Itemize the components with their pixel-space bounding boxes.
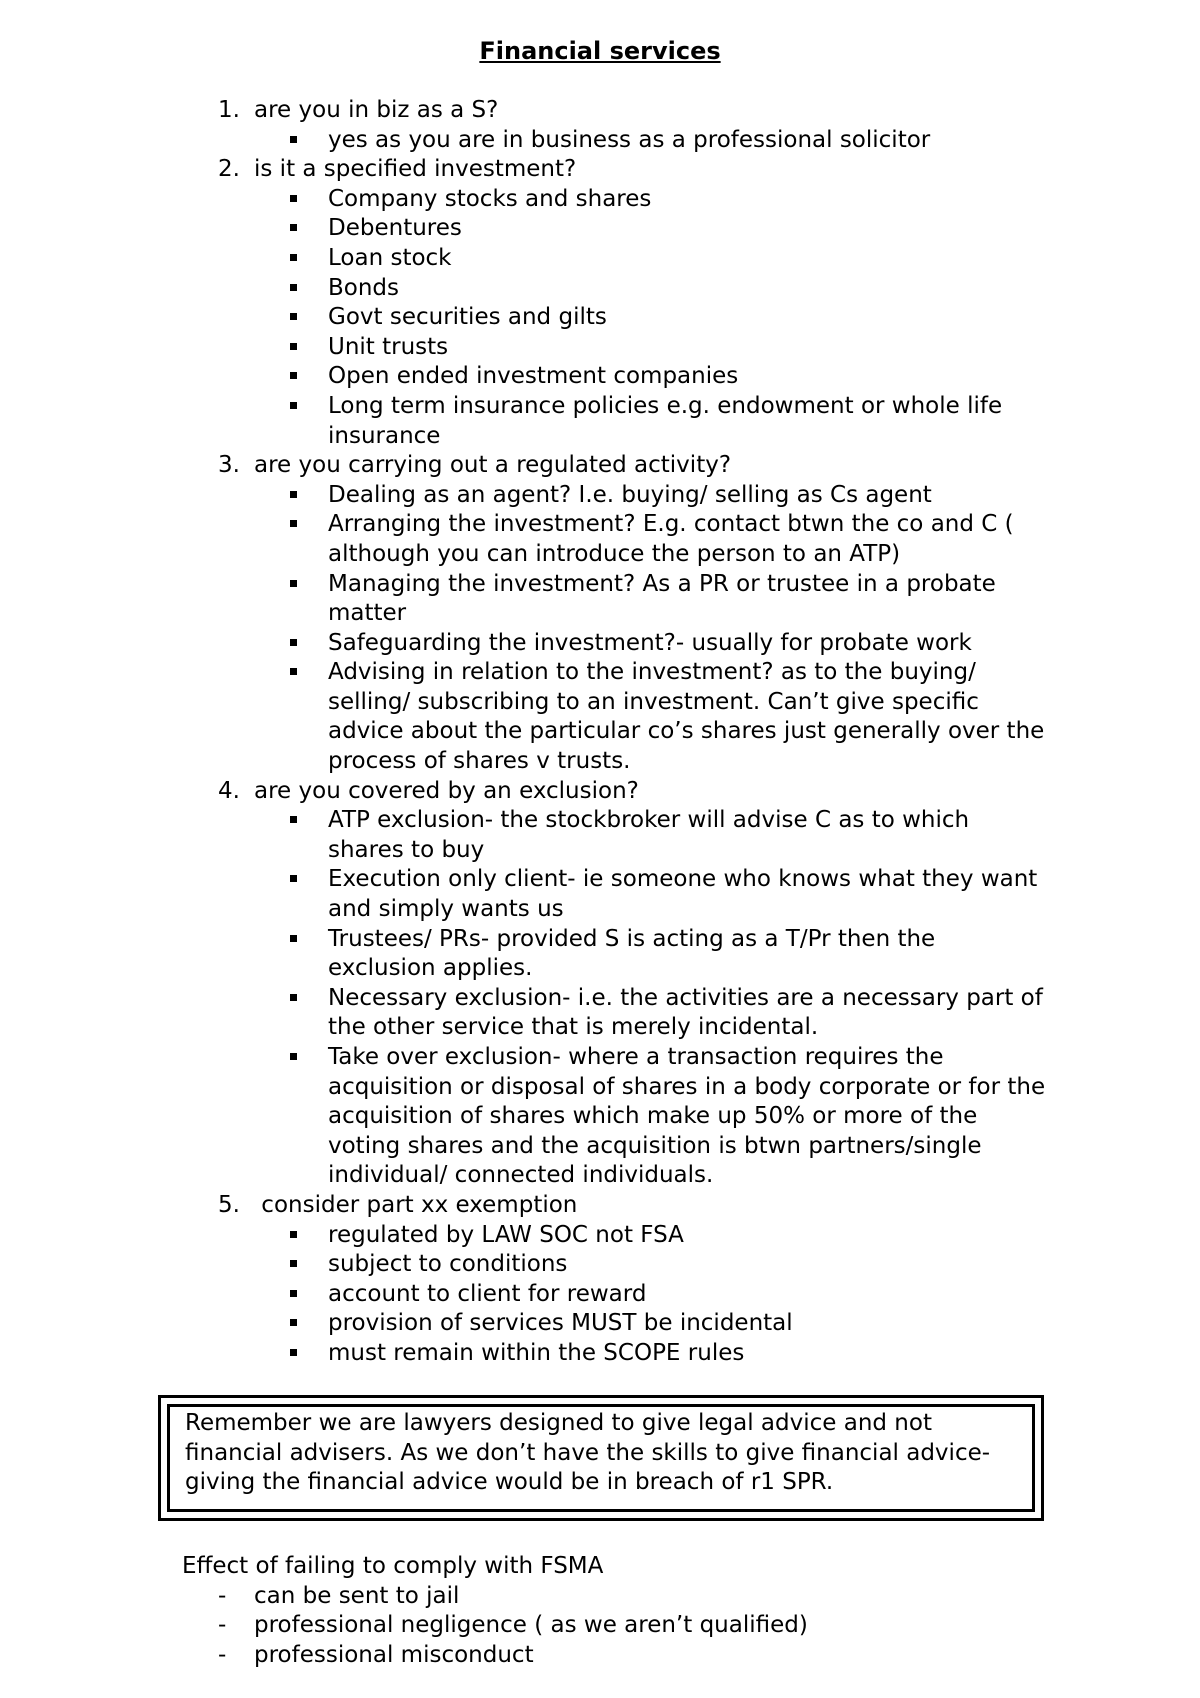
- list-item-text: Bonds: [328, 274, 400, 301]
- list-item: [0, 865, 1200, 924]
- list-item-text: Necessary exclusion- i.e. the activities are a necessary part of the other service that is merely incidental.: [328, 984, 1043, 1041]
- effect-section: [0, 1552, 1200, 1670]
- list-item: [0, 126, 1200, 156]
- list-item-text: Open ended investment companies: [328, 363, 739, 390]
- list-item: [0, 1641, 1200, 1671]
- list-item-text: Loan stock: [328, 244, 452, 271]
- question-text: consider part xx exemption: [254, 1191, 578, 1218]
- list-item-text: ATP exclusion- the stockbroker will advise C as to which shares to buy: [328, 807, 970, 863]
- list-item-text: account to client for reward: [328, 1280, 647, 1307]
- list-item-text: Trustees/ PRs- provided S is acting as a T/Pr then the exclusion applies.: [328, 925, 936, 982]
- bullet-icon: [290, 372, 297, 379]
- bullet-icon: [290, 343, 297, 350]
- question-text: are you in biz as a S?: [254, 97, 499, 123]
- list-item: [0, 185, 1200, 215]
- list-item-text: Advising in relation to the investment? as to the buying/ selling/ subscribing to an investment. Can’t give specific advice about the particular co’s shares just generally over the process of shares v trusts.: [328, 659, 1045, 775]
- list-item-text: regulated by LAW SOC not FSA: [328, 1221, 684, 1248]
- bullet-icon: [290, 1290, 297, 1297]
- question-number: 2.: [218, 156, 240, 183]
- list-item: [0, 303, 1200, 333]
- list-item-text: Execution only client- ie someone who knows what they want and simply wants us: [328, 866, 1038, 923]
- list-item: [0, 362, 1200, 392]
- bullet-icon: [290, 284, 297, 291]
- bullet-icon: [290, 1053, 297, 1060]
- page-title: Financial services: [479, 37, 721, 65]
- list-item-text: Unit trusts: [328, 333, 449, 360]
- list-item: [0, 244, 1200, 274]
- list-item: [0, 1221, 1200, 1251]
- bullet-icon: [290, 639, 297, 646]
- callout-box: [158, 1395, 1044, 1521]
- list-item: [0, 214, 1200, 244]
- list-item-text: must remain within the SCOPE rules: [328, 1339, 745, 1366]
- list-item: [0, 1043, 1200, 1191]
- list-item: [0, 1582, 1200, 1612]
- question-2: [0, 155, 1200, 185]
- dash-marker: -: [218, 1612, 227, 1639]
- bullet-icon: [290, 520, 297, 527]
- list-item-text: can be sent to jail: [254, 1582, 460, 1609]
- bullet-icon: [290, 994, 297, 1001]
- list-item: [0, 333, 1200, 363]
- list-item-text: Safeguarding the investment?- usually for probate work: [328, 629, 972, 656]
- question-4: [0, 777, 1200, 807]
- list-item-text: professional negligence ( as we aren’t qualified): [254, 1612, 808, 1639]
- list-item: [0, 1309, 1200, 1339]
- bullet-icon: [290, 1231, 297, 1238]
- list-item: [0, 806, 1200, 865]
- question-text: are you covered by an exclusion?: [254, 777, 639, 804]
- list-item-text: Govt securities and gilts: [328, 304, 607, 331]
- list-item: [0, 481, 1200, 511]
- bullet-icon: [290, 195, 297, 202]
- effect-heading: Effect of failing to comply with FSMA: [182, 1553, 604, 1579]
- list-item-text: Arranging the investment? E.g. contact btwn the co and C ( although you can introduce the person to an ATP): [328, 511, 1014, 567]
- bullet-icon: [290, 1349, 297, 1356]
- list-item: [0, 274, 1200, 304]
- bullet-icon: [290, 136, 297, 143]
- list-item: [0, 1280, 1200, 1310]
- list-item-text: Debentures: [328, 215, 462, 242]
- list-item-text: Dealing as an agent? I.e. buying/ selling as Cs agent: [328, 481, 932, 508]
- question-number: 4.: [218, 777, 240, 804]
- list-item-text: professional misconduct: [254, 1641, 534, 1668]
- question-text: are you carrying out a regulated activity?: [254, 452, 732, 479]
- list-item: [0, 1250, 1200, 1280]
- bullet-icon: [290, 1319, 297, 1326]
- question-number: 5.: [218, 1191, 240, 1218]
- question-number: 3.: [218, 452, 240, 479]
- list-item: [0, 984, 1200, 1043]
- list-item-text: Company stocks and shares: [328, 185, 652, 212]
- bullet-icon: [290, 313, 297, 320]
- bullet-icon: [290, 402, 297, 409]
- question-5: [0, 1191, 1200, 1221]
- list-item: [0, 570, 1200, 629]
- dash-marker: -: [218, 1582, 227, 1609]
- list-item: [0, 925, 1200, 984]
- bullet-icon: [290, 668, 297, 675]
- bullet-icon: [290, 580, 297, 587]
- list-item: [0, 1339, 1200, 1369]
- question-number: 1.: [218, 97, 240, 123]
- list-item: [0, 510, 1200, 569]
- list-item-text: provision of services MUST be incidental: [328, 1310, 793, 1337]
- dash-marker: -: [218, 1641, 227, 1668]
- callout-text: Remember we are lawyers designed to give legal advice and not financial advisers. As we don’t have the skills to give financial advice- giving the financial advice would be in breach of r1 SPR.: [185, 1410, 991, 1496]
- bullet-icon: [290, 254, 297, 261]
- list-item: [0, 392, 1200, 451]
- question-text: is it a specified investment?: [254, 156, 577, 183]
- bullet-icon: [290, 491, 297, 498]
- list-item-text: Take over exclusion- where a transaction requires the acquisition or disposal of shares in a body corporate or for the acquisition of shares which make up 50% or more of the voting shares and the acquisition is btwn partners/single individual/ connected individuals.: [328, 1044, 1046, 1189]
- list-item-text: Long term insurance policies e.g. endowment or whole life insurance: [328, 392, 1003, 449]
- list-item-text: subject to conditions: [328, 1251, 568, 1278]
- checklist: [0, 96, 1200, 1369]
- question-1: [0, 96, 1200, 126]
- bullet-icon: [290, 875, 297, 882]
- bullet-icon: [290, 1260, 297, 1267]
- bullet-icon: [290, 935, 297, 942]
- bullet-icon: [290, 224, 297, 231]
- list-item: [0, 1611, 1200, 1641]
- bullet-icon: [290, 816, 297, 823]
- list-item-text: yes as you are in business as a professional solicitor: [328, 126, 931, 153]
- list-item: [0, 629, 1200, 659]
- list-item-text: Managing the investment? As a PR or trustee in a probate matter: [328, 570, 996, 627]
- question-3: [0, 451, 1200, 481]
- list-item: [0, 658, 1200, 776]
